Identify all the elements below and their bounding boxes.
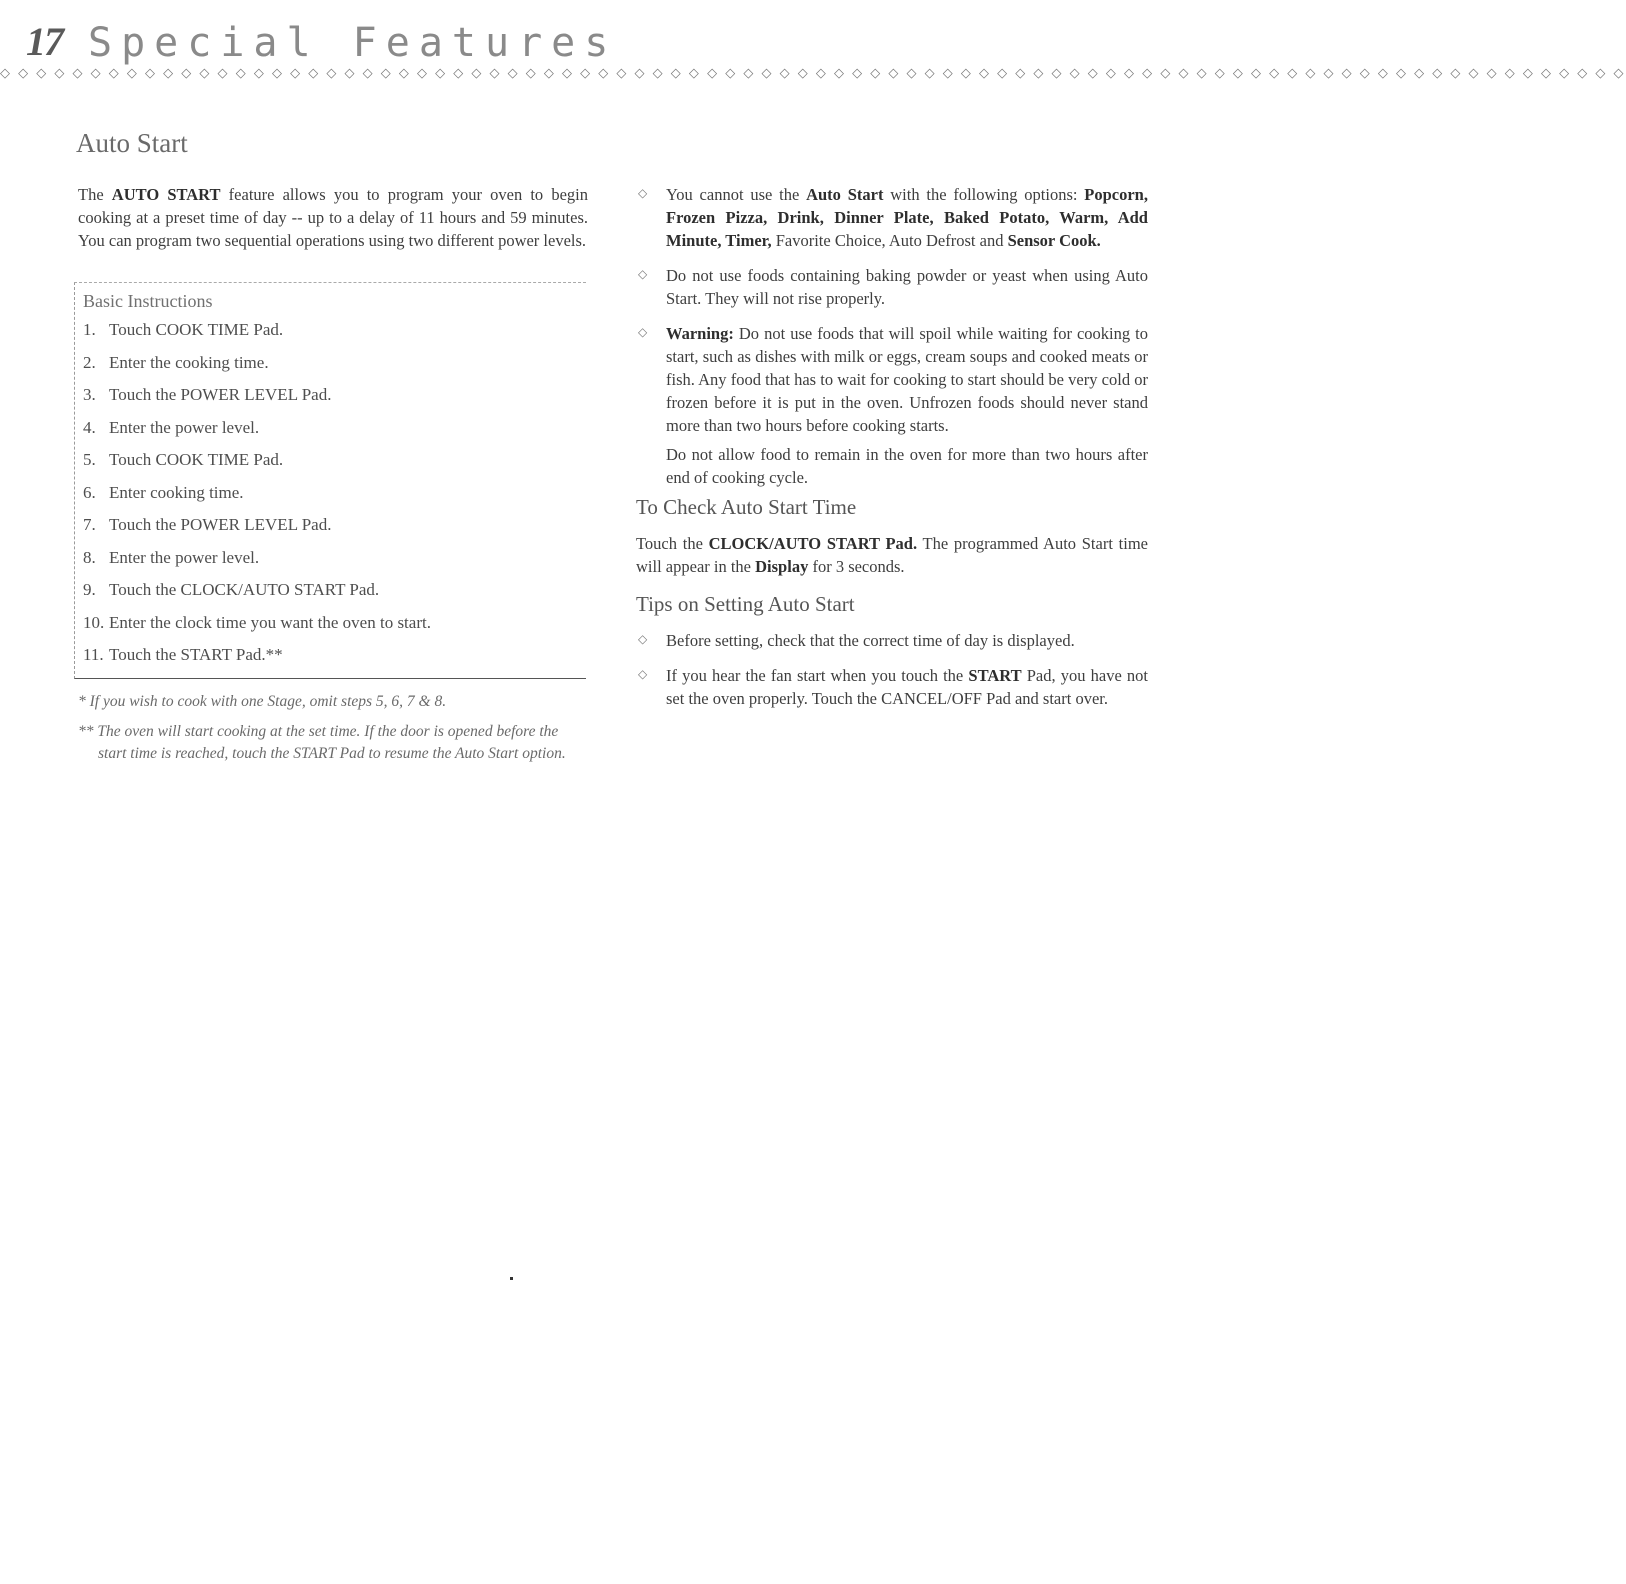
note-warning: ◇ Warning: Do not use foods that will spoil while waiting for cooking to start, such as dishes with milk or eggs, cream soups and cooked meats or fish. Any food that has to wait for cooking to start should be very cold or frozen before it is put in the oven. Unfrozen foods should never stand more than two hours before cooking starts. xyxy=(638,324,1148,435)
page-number: 17 xyxy=(26,19,62,64)
instructions-title: Basic Instructions xyxy=(83,291,213,311)
tips-list xyxy=(636,629,1148,710)
step-3: 3. Touch the POWER LEVEL Pad. xyxy=(83,385,332,404)
intro-paragraph: The AUTO START feature allows you to program your oven to begin cooking at a preset time of day -- up to a delay of 11 hours and 59 minutes. You can program two sequential operations using two different power levels. xyxy=(78,185,588,250)
tips-heading: Tips on Setting Auto Start xyxy=(636,592,855,616)
check-auto-start-paragraph: Touch the CLOCK/AUTO START Pad. The programmed Auto Start time will appear in the Display for 3 seconds. xyxy=(636,534,1148,576)
step-1: 1. Touch COOK TIME Pad. xyxy=(83,320,284,339)
step-10: 10. Enter the clock time you want the oven to start. xyxy=(83,612,431,632)
left-column xyxy=(78,183,588,773)
diamond-rule: ◇ ◇ ◇ ◇ ◇ ◇ ◇ ◇ ◇ ◇ ◇ ◇ ◇ ◇ ◇ ◇ ◇ ◇ ◇ ◇ ◇ ◇ ◇ ◇ ◇ ◇ ◇ ◇ ◇ ◇ ◇ ◇ ◇ ◇ ◇ ◇ ◇ ◇ ◇ ◇ ◇ ◇ ◇ ◇ ◇ ◇ ◇ ◇ ◇ ◇ ◇ ◇ ◇ ◇ ◇ ◇ ◇ ◇ ◇ ◇ ◇ ◇ ◇ ◇ ◇ ◇ ◇ ◇ ◇ ◇ ◇ ◇ ◇ ◇ ◇ ◇ ◇ ◇ ◇ ◇ ◇ ◇ ◇ ◇ ◇ ◇ ◇ ◇ ◇ ◇ xyxy=(0,66,1626,81)
diamond-bullet-icon: ◇ xyxy=(638,186,648,200)
diamond-bullet-icon: ◇ xyxy=(638,632,648,646)
footnotes xyxy=(78,691,588,765)
check-auto-start-heading: To Check Auto Start Time xyxy=(636,495,857,519)
section-title: Special Features xyxy=(88,20,618,66)
diamond-bullet-icon: ◇ xyxy=(638,667,648,681)
step-5: 5. Touch COOK TIME Pad. xyxy=(83,450,284,469)
diamond-bullet-icon: ◇ xyxy=(638,267,648,281)
tip-check-time: ◇ Before setting, check that the correct time of day is displayed. xyxy=(638,631,1075,650)
auto-start-notes xyxy=(636,183,1148,437)
basic-instructions-box xyxy=(74,282,586,679)
step-7: 7. Touch the POWER LEVEL Pad. xyxy=(83,515,332,534)
right-column xyxy=(636,183,1148,722)
step-9: 9. Touch the CLOCK/AUTO START Pad. xyxy=(83,580,380,599)
note-baking-powder: ◇ Do not use foods containing baking powder or yeast when using Auto Start. They will not rise properly. xyxy=(638,266,1148,308)
note-restricted-options: ◇ You cannot use the Auto Start with the following options: Popcorn, Frozen Pizza, Drink, Dinner Plate, Baked Potato, Warm, Add Minute, Timer, Favorite Choice, Auto Defrost and Sensor Cook. xyxy=(638,185,1148,250)
note-warning-continued: Do not allow food to remain in the oven for more than two hours after end of cooking cycle. xyxy=(666,445,1148,487)
diamond-bullet-icon: ◇ xyxy=(638,325,648,339)
step-6: 6. Enter cooking time. xyxy=(83,482,244,502)
tip-fan-start: ◇ If you hear the fan start when you touch the START Pad, you have not set the oven properly. Touch the CANCEL/OFF Pad and start over. xyxy=(638,666,1148,708)
footnote-2: ** The oven will start cooking at the set time. If the door is opened before the start time is reached, touch the START Pad to resume the Auto Start option. xyxy=(78,722,566,762)
instruction-steps xyxy=(83,314,586,672)
step-4: 4. Enter the power level. xyxy=(83,417,260,437)
footnote-1: * If you wish to cook with one Stage, omit steps 5, 6, 7 & 8. xyxy=(78,692,447,710)
step-2: 2. Enter the cooking time. xyxy=(83,352,269,372)
page-title: Auto Start xyxy=(76,128,188,158)
step-11: 11. Touch the START Pad.** xyxy=(83,645,283,664)
page-header xyxy=(0,0,1626,100)
scan-speck xyxy=(510,1277,513,1280)
step-8: 8. Enter the power level. xyxy=(83,547,260,567)
